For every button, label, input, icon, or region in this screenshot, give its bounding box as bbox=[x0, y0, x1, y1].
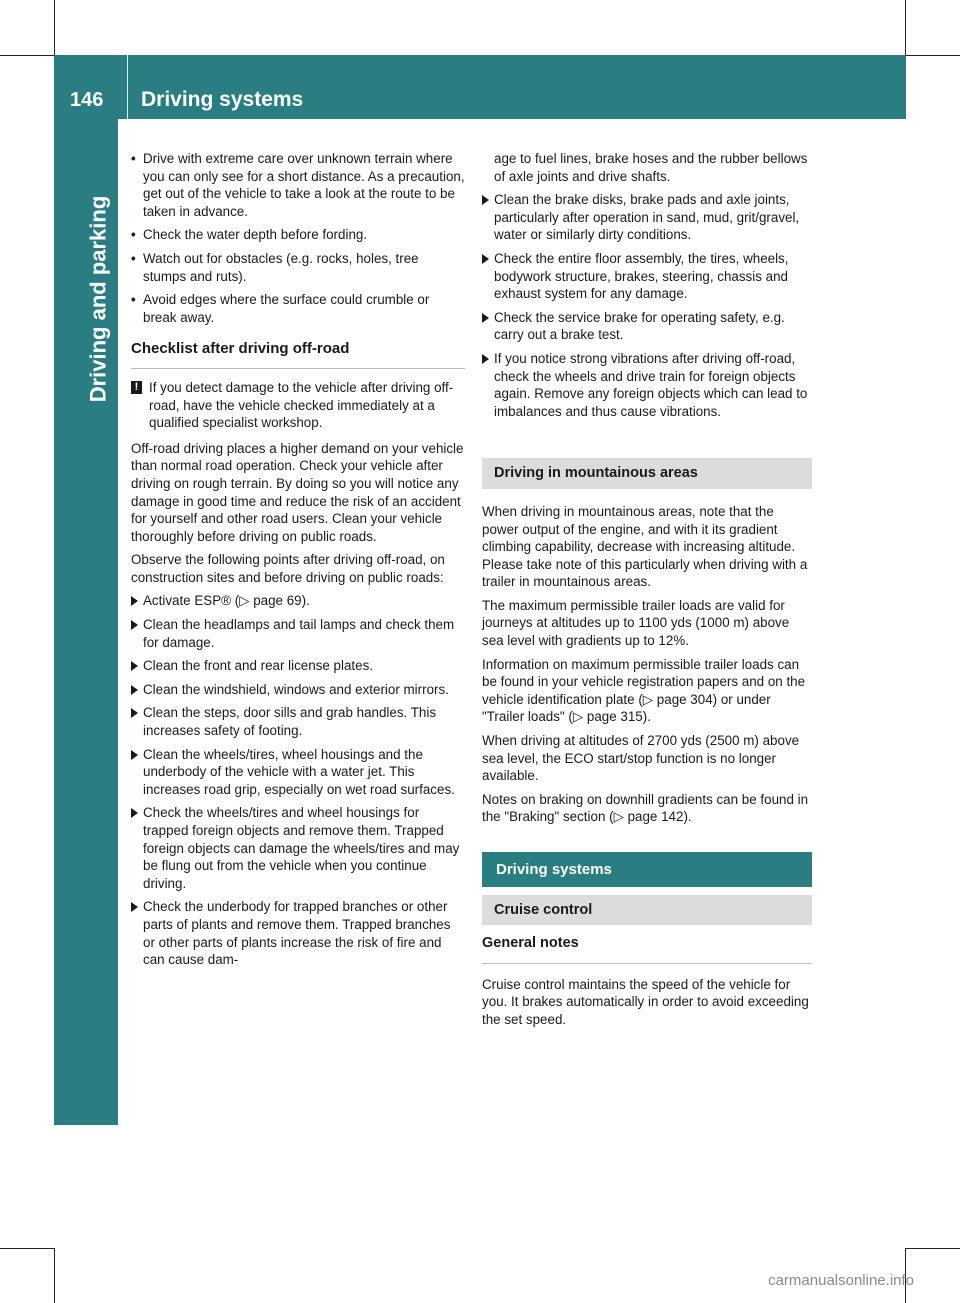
arrow-icon bbox=[482, 195, 489, 205]
steps-list bbox=[131, 592, 465, 968]
warning-icon: ! bbox=[131, 381, 142, 394]
side-tab-label: Driving and parking bbox=[85, 195, 110, 403]
paragraph: Notes on braking on downhill gradients can be found in the "Braking" section (▷ page 142). bbox=[482, 791, 809, 825]
left-column bbox=[131, 150, 465, 975]
crop-mark bbox=[0, 1248, 54, 1249]
section-heading: Driving systems bbox=[482, 852, 812, 887]
warning-note bbox=[131, 379, 465, 432]
arrow-icon bbox=[482, 313, 489, 323]
paragraph: Cruise control maintains the speed of the vehicle for you. It brakes automatically in order to avoid exceeding the set speed. bbox=[482, 976, 809, 1027]
arrow-icon bbox=[131, 808, 138, 818]
list-item: Check the wheels/tires and wheel housings for trapped foreign objects and remove them. Trapped foreign objects can damage the wheels/tires and may be flung out from the vehicle when you continue driving. bbox=[131, 804, 465, 892]
warning-text: If you detect damage to the vehicle after driving off-road, have the vehicle checked immediately at a qualified specialist workshop. bbox=[149, 379, 454, 431]
steps-list bbox=[482, 191, 812, 420]
right-column bbox=[482, 150, 812, 1035]
list-item: Check the underbody for trapped branches or other parts of plants and remove them. Trapped branches or other parts of plants increase the risk of fire and can cause dam- bbox=[131, 898, 465, 968]
arrow-icon bbox=[131, 708, 138, 718]
general-notes-heading: General notes bbox=[482, 935, 812, 964]
footer-watermark: carmanualsonline.info bbox=[768, 1272, 914, 1289]
list-item: Clean the brake disks, brake pads and axle joints, particularly after operation in sand, mud, grit/gravel, water or similarly dirty conditions. bbox=[482, 191, 812, 244]
list-item: If you notice strong vibrations after driving off-road, check the wheels and drive train for foreign objects again. Remove any foreign objects which can lead to imbalances and thus cause vibrations. bbox=[482, 350, 812, 420]
arrow-icon bbox=[482, 254, 489, 264]
cruise-heading: Cruise control bbox=[482, 895, 812, 926]
paragraph: Observe the following points after driving off-road, on construction sites and before driving on public roads: bbox=[131, 552, 445, 585]
list-item: Clean the headlamps and tail lamps and check them for damage. bbox=[131, 616, 465, 651]
crop-mark bbox=[905, 0, 906, 55]
paragraph: The maximum permissible trailer loads are valid for journeys at altitudes up to 1100 yds (1000 m) above sea level with gradients up to 12%. bbox=[482, 597, 790, 649]
paragraph: Off-road driving places a higher demand on your vehicle than normal road operation. Check your vehicle after driving on rough terrain. By doing so you will notice any damage in good time and reduce the risk of an accident for yourself and other road users. Clean your vehicle thoroughly before driving on public roads. bbox=[131, 440, 464, 544]
crop-mark bbox=[906, 1248, 960, 1249]
mountain-heading: Driving in mountainous areas bbox=[482, 458, 812, 489]
list-item: Check the entire floor assembly, the tires, wheels, bodywork structure, brakes, steering, chassis and exhaust system for any damage. bbox=[482, 250, 812, 303]
list-item: Check the service brake for operating safety, e.g. carry out a brake test. bbox=[482, 309, 812, 344]
crop-mark bbox=[0, 55, 54, 56]
page-number: 146 bbox=[70, 89, 104, 111]
list-item: Clean the steps, door sills and grab handles. This increases safety of footing. bbox=[131, 704, 465, 739]
paragraph: When driving in mountainous areas, note that the power output of the engine, and with it its gradient climbing capability, decrease with increasing altitude. Please take note of this particularly when driving with a trailer in mountainous areas. bbox=[482, 503, 808, 590]
crop-mark bbox=[906, 55, 960, 56]
paragraph: Information on maximum permissible trailer loads can be found in your vehicle registration papers and on the vehicle identification plate (▷ page 304) or under "Trailer loads" (▷ page 315). bbox=[482, 656, 806, 725]
arrow-icon bbox=[131, 596, 138, 606]
list-item: Clean the wheels/tires, wheel housings and the underbody of the vehicle with a water jet. This increases road grip, especially on wet road surfaces. bbox=[131, 746, 465, 799]
list-item: • Avoid edges where the surface could crumble or break away. bbox=[131, 292, 430, 325]
checklist-heading: Checklist after driving off-road bbox=[131, 340, 465, 369]
list-item: Clean the windshield, windows and exterior mirrors. bbox=[131, 681, 465, 699]
header-divider bbox=[127, 55, 128, 119]
arrow-icon bbox=[482, 354, 489, 364]
arrow-icon bbox=[131, 902, 138, 912]
arrow-icon bbox=[131, 750, 138, 760]
list-item: Activate ESP® (▷ page 69). bbox=[131, 592, 465, 610]
list-item: Clean the front and rear license plates. bbox=[131, 657, 465, 675]
arrow-icon bbox=[131, 661, 138, 671]
paragraph: When driving at altitudes of 2700 yds (2500 m) above sea level, the ECO start/stop function is no longer available. bbox=[482, 733, 800, 784]
offroad-tips-list bbox=[131, 150, 465, 326]
arrow-icon bbox=[131, 620, 138, 630]
crop-mark bbox=[54, 1248, 55, 1303]
list-item: • Watch out for obstacles (e.g. rocks, holes, tree stumps and ruts). bbox=[131, 250, 419, 284]
side-tab bbox=[54, 119, 118, 1125]
list-item: • Drive with extreme care over unknown terrain where you can only see for a short distance. As a precaution, get out of the vehicle to take a look at the route to be taken in advance. bbox=[131, 151, 465, 219]
arrow-icon bbox=[131, 685, 138, 695]
page-title: Driving systems bbox=[141, 88, 304, 111]
list-item: • Check the water depth before fording. bbox=[131, 227, 368, 243]
crop-mark bbox=[54, 0, 55, 55]
continuation-text: age to fuel lines, brake hoses and the rubber bellows of axle joints and drive shafts. bbox=[494, 151, 808, 184]
